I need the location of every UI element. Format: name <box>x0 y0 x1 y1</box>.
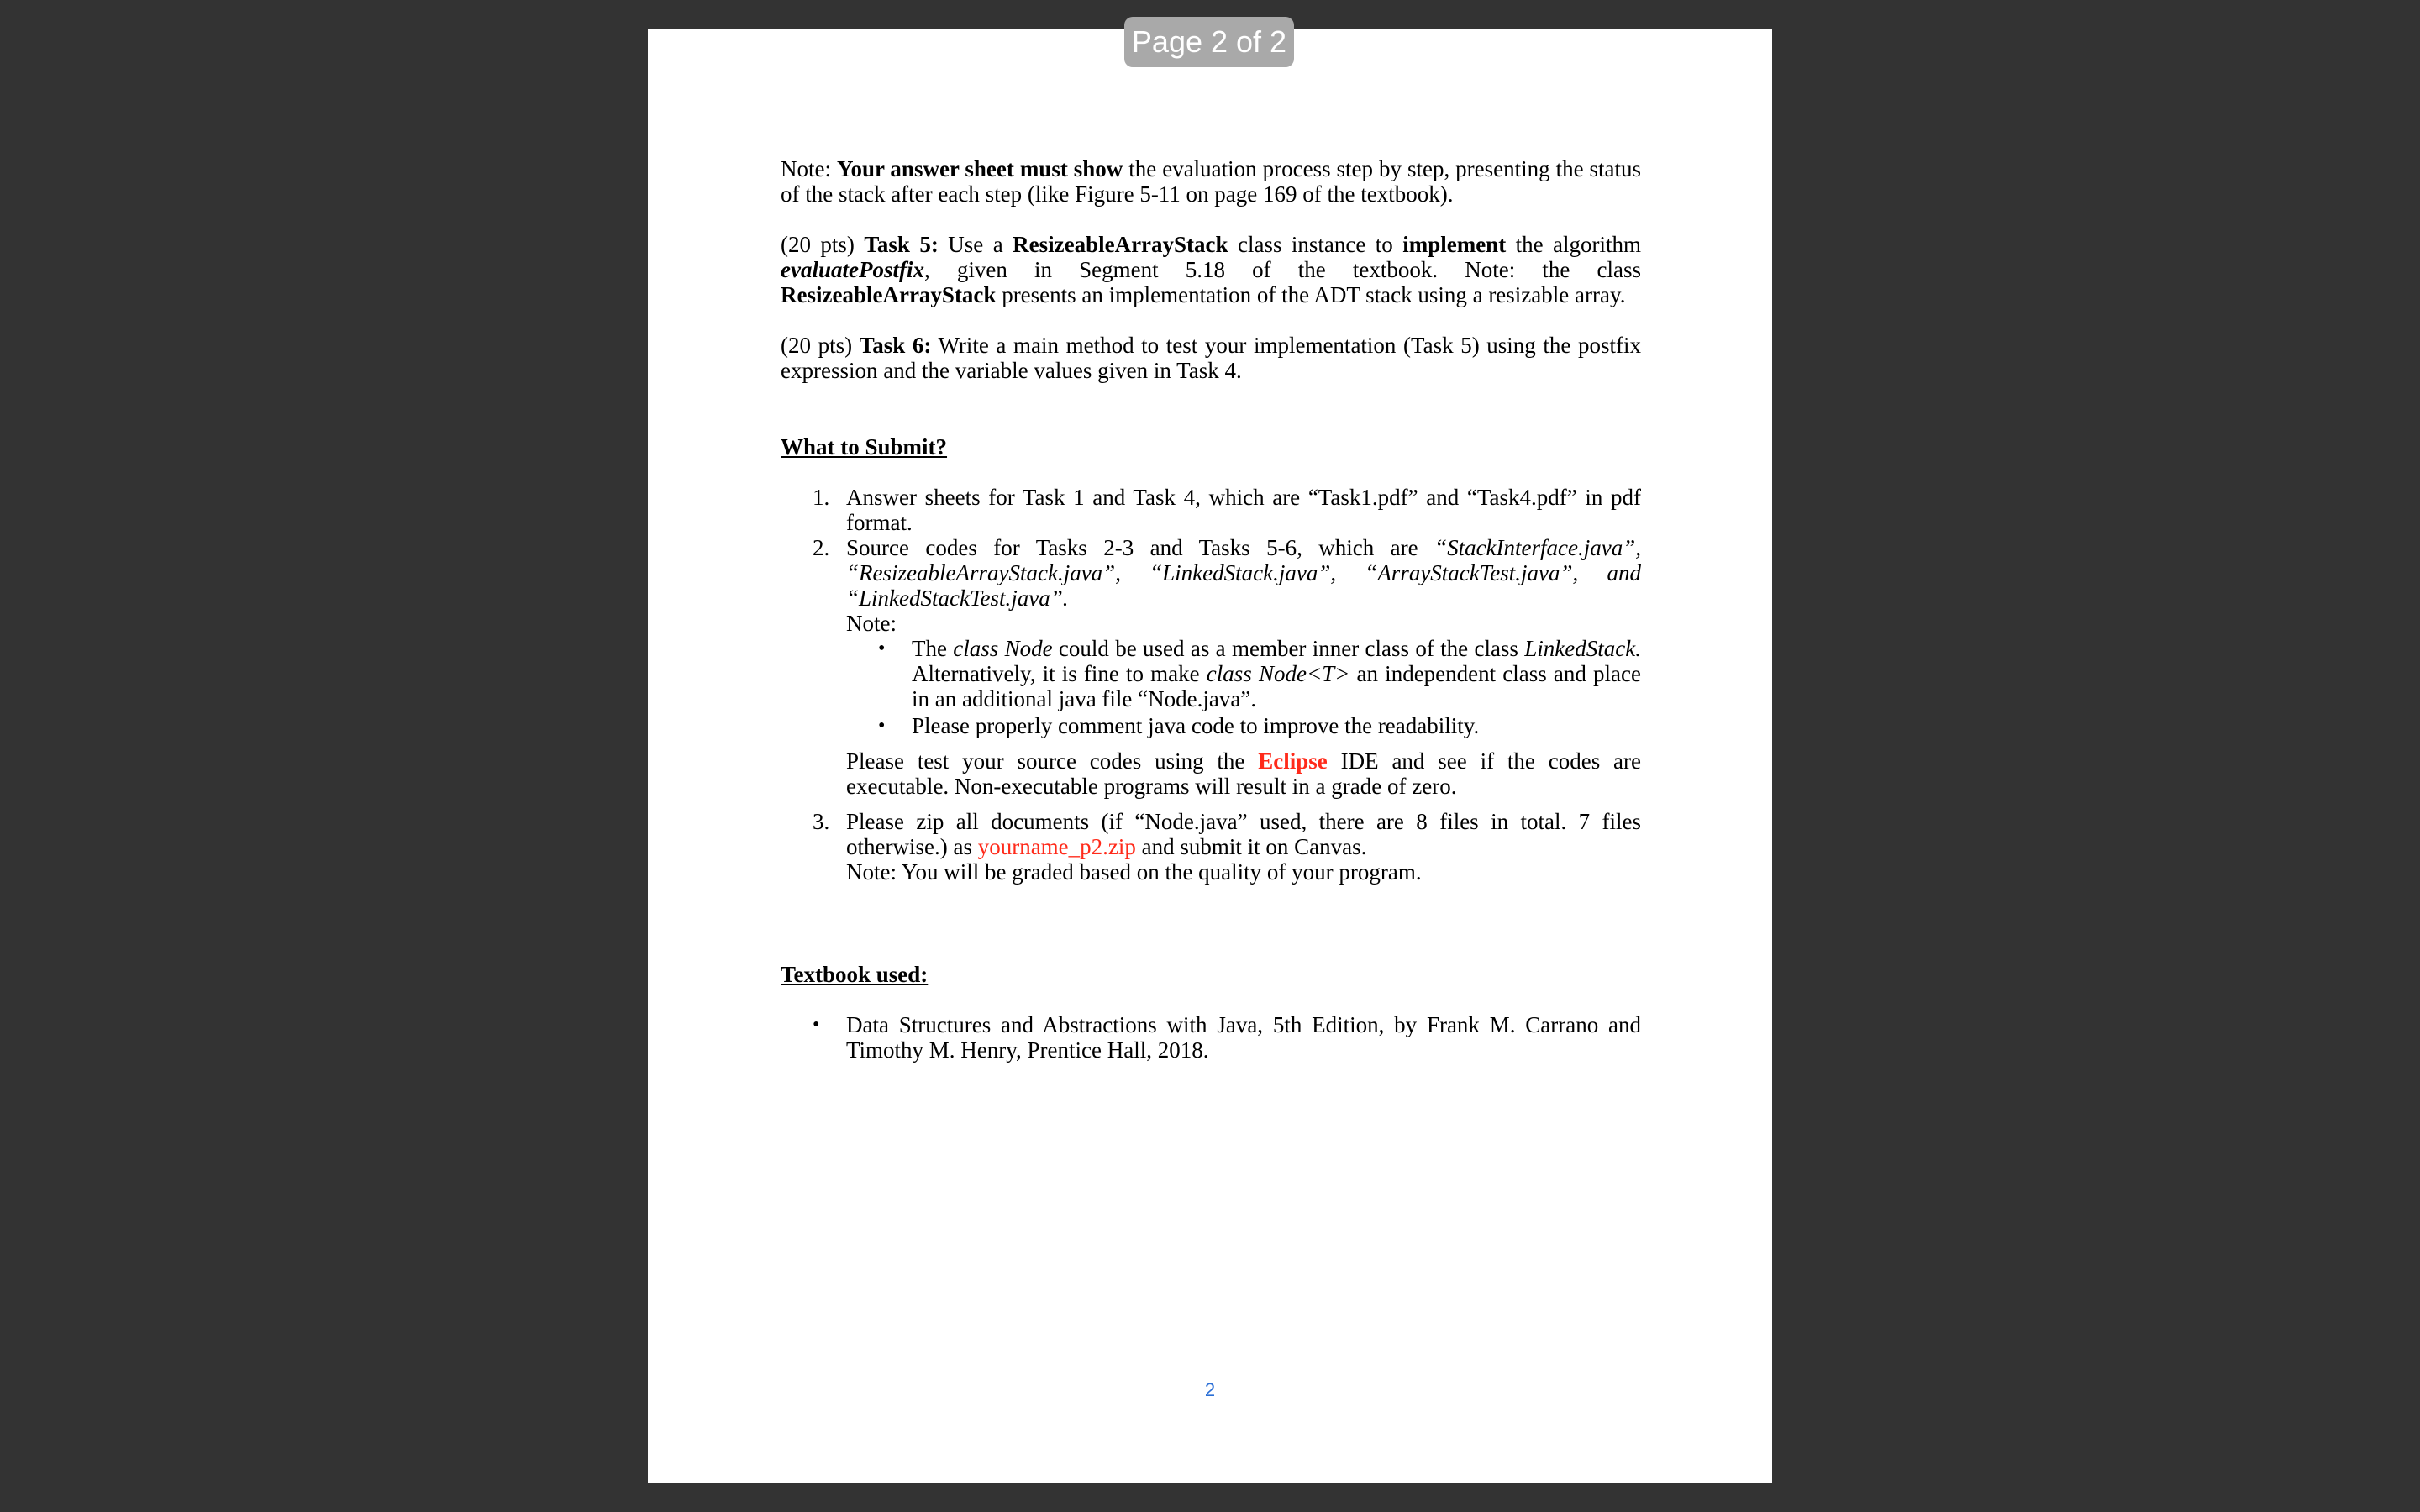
page-number: 2 <box>1204 1379 1216 1400</box>
task5-text: the algorithm <box>1506 232 1642 257</box>
submit-item-1-text: Answer sheets for Task 1 and Task 4, which are “Task1.pdf” and “Task4.pdf” in pdf format. <box>846 485 1641 535</box>
task5-class-name: ResizeableArrayStack <box>1013 232 1228 257</box>
submit-item-2-text: Source codes for Tasks 2-3 and Tasks 5-6, which are <box>846 535 1435 560</box>
test-note-text: IDE and see if the codes are executable. Non-executable programs will result in a grade of zero. <box>846 748 1641 799</box>
bullet-text: an independent class and place in an additional java file “Node.java”. <box>912 661 1642 711</box>
what-to-submit-heading: What to Submit? <box>781 434 948 459</box>
task5-class-name: ResizeableArrayStack <box>781 282 997 307</box>
class-node-generic-text: class Node<T> <box>1206 661 1350 686</box>
list-number: 1. <box>813 485 830 510</box>
class-node-text: class Node <box>953 636 1053 661</box>
note-bold-text: Your answer sheet must show <box>836 156 1123 181</box>
list-item <box>781 1012 1641 1063</box>
task5-text: , given in Segment 5.18 of the textbook. Note: the class <box>923 257 1641 282</box>
note-prefix: Note: <box>781 156 837 181</box>
list-item <box>781 809 1641 885</box>
task6-label: Task 6: <box>859 333 932 358</box>
eclipse-text: Eclipse <box>1258 748 1328 774</box>
textbook-citation: Data Structures and Abstractions with Java, 5th Edition, by Frank M. Carrano and Timothy M. Henry, Prentice Hall, 2018. <box>846 1012 1641 1063</box>
submit-list <box>781 485 1641 885</box>
list-item <box>781 485 1641 535</box>
list-number: 3. <box>813 809 830 834</box>
test-note <box>846 748 1641 799</box>
submit-file-list: “StackInterface.java”, “ResizeableArrayStack.java”, “LinkedStack.java”, “ArrayStackTest.java”, and “LinkedStackTest.java”. <box>846 535 1641 611</box>
list-item <box>846 713 1641 738</box>
note-rest-text: the evaluation process step by step, presenting the status of the stack after each step (like Figure 5-11 on page 169 of the textbook). <box>781 156 1642 207</box>
textbook-list <box>781 1012 1641 1063</box>
bullet-icon: • <box>878 638 886 659</box>
submit-item-3-note: Note: You will be graded based on the quality of your program. <box>846 859 1422 885</box>
textbook-heading: Textbook used: <box>781 962 929 987</box>
task5-label: Task 5: <box>864 232 939 257</box>
bullet-icon: • <box>813 1014 820 1036</box>
task5-points: (20 pts) <box>781 232 865 257</box>
note-paragraph <box>781 156 1641 207</box>
bullet-text: Please properly comment java code to improve the readability. <box>912 713 1480 738</box>
bullet-text: The <box>912 636 954 661</box>
submit-item-3-text: and submit it on Canvas. <box>1135 834 1367 859</box>
task6-paragraph <box>781 333 1641 383</box>
submit-note-label: Note: <box>846 611 897 636</box>
task5-algorithm-name: evaluatePostfix <box>781 257 924 282</box>
bullet-icon: • <box>878 715 886 737</box>
document-page <box>648 29 1772 1483</box>
task5-text: Use a <box>938 232 1013 257</box>
linked-stack-text: LinkedStack. <box>1524 636 1641 661</box>
list-item <box>781 535 1641 809</box>
task5-text: presents an implementation of the ADT stack using a resizable array. <box>996 282 1626 307</box>
test-note-text: Please test your source codes using the <box>846 748 1259 774</box>
zip-filename: yourname_p2.zip <box>977 834 1136 859</box>
list-item <box>846 636 1641 711</box>
task5-paragraph <box>781 232 1641 307</box>
task6-points: (20 pts) <box>781 333 860 358</box>
submit-item-3-text: Please zip all documents (if “Node.java” used, there are 8 files in total. 7 files otherwise.) as <box>846 809 1641 859</box>
note-bullets <box>846 636 1641 738</box>
bullet-text: could be used as a member inner class of the class <box>1052 636 1525 661</box>
task5-implement: implement <box>1402 232 1507 257</box>
page-content <box>781 156 1641 1063</box>
page-indicator: Page 2 of 2 <box>1124 17 1294 67</box>
list-number: 2. <box>813 535 830 560</box>
task5-text: class instance to <box>1228 232 1403 257</box>
bullet-text: Alternatively, it is fine to make <box>912 661 1207 686</box>
task6-text: Write a main method to test your implementation (Task 5) using the postfix expression and the variable values given in Task 4. <box>781 333 1641 383</box>
